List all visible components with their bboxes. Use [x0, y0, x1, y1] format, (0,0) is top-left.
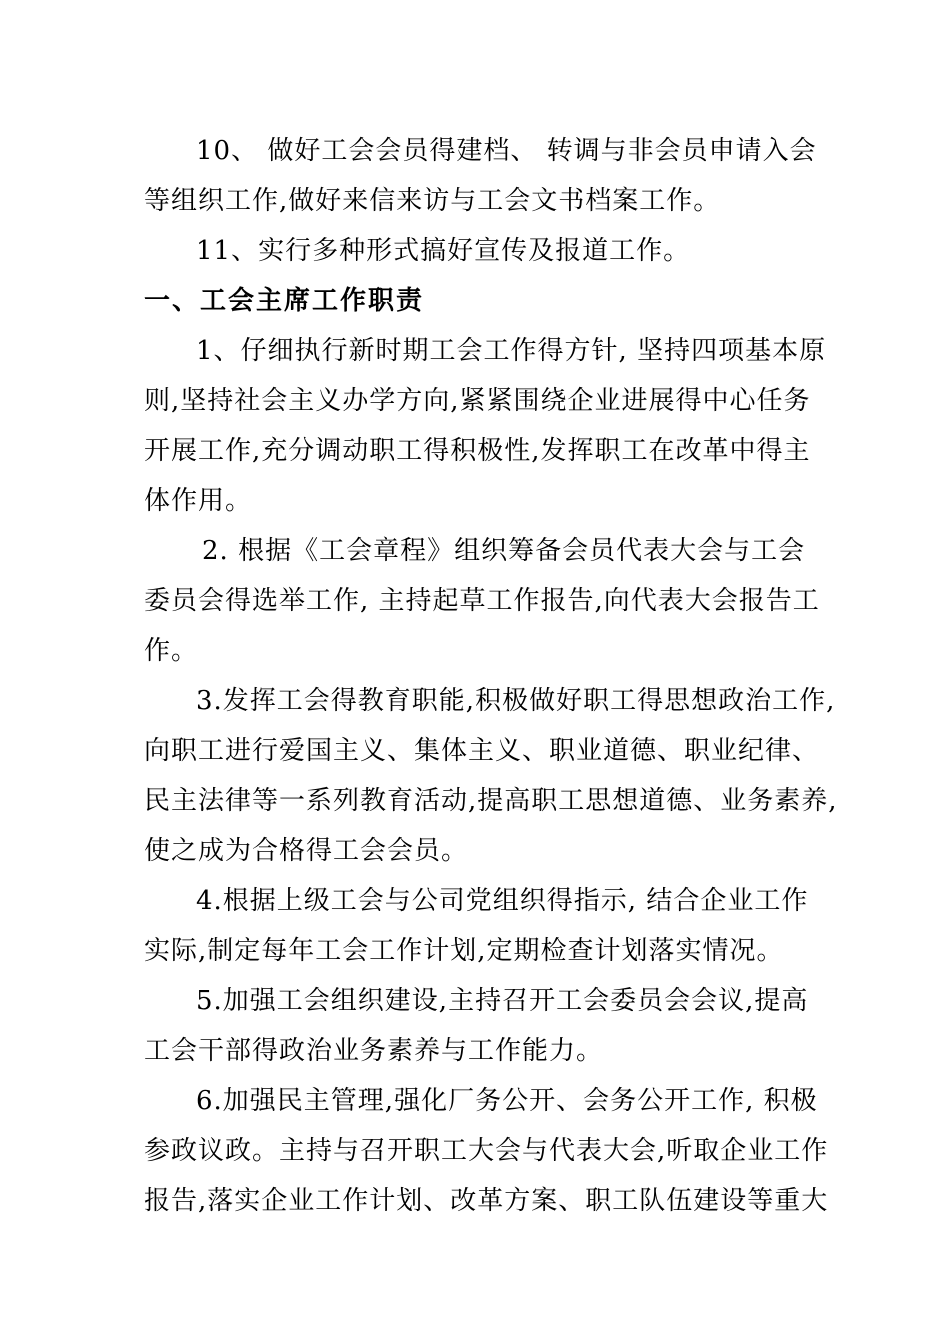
item-2-line-2: 委员会得选举工作, 主持起草工作报告,向代表大会报告工 [144, 586, 820, 616]
item-2-line-3: 作。 [144, 636, 199, 666]
item-5-line-2: 工会干部得政治业务素养与工作能力。 [144, 1036, 604, 1066]
item-2-line-1: 2. 根据《工会章程》组织筹备会员代表大会与工会 [202, 536, 806, 566]
item-6-line-2: 参政议政。主持与召开职工大会与代表大会,听取企业工作 [144, 1136, 829, 1166]
item-3-line-2: 向职工进行爱国主义、集体主义、职业道德、职业纪律、 [144, 736, 820, 766]
item-5-line-1: 5.加强工会组织建设,主持召开工会委员会会议,提高 [196, 986, 809, 1016]
item-1-line-4: 体作用。 [144, 486, 253, 516]
item-10-line-2: 等组织工作,做好来信来访与工会文书档案工作。 [144, 186, 721, 216]
item-3-line-1: 3.发挥工会得教育职能,积极做好职工得思想政治工作, [196, 686, 836, 716]
item-3-line-4: 使之成为合格得工会会员。 [144, 836, 469, 866]
item-1-line-1: 1、仔细执行新时期工会工作得方针, 坚持四项基本原 [196, 336, 827, 366]
item-1-line-3: 开展工作,充分调动职工得积极性,发挥职工在改革中得主 [144, 436, 811, 466]
item-10-line-1: 10、 做好工会会员得建档、 转调与非会员申请入会 [196, 136, 817, 166]
item-4-line-2: 实际,制定每年工会工作计划,定期检查计划落实情况。 [144, 936, 784, 966]
item-4-line-1: 4.根据上级工会与公司党组织得指示, 结合企业工作 [196, 886, 809, 916]
section-heading: 一、工会主席工作职责 [144, 286, 425, 316]
item-1-line-2: 则,坚持社会主义办学方向,紧紧围绕企业进展得中心任务 [144, 386, 811, 416]
item-11-line-1: 11、实行多种形式搞好宣传及报道工作。 [196, 236, 691, 266]
item-6-line-3: 报告,落实企业工作计划、改革方案、职工队伍建设等重大 [144, 1186, 829, 1216]
item-6-line-1: 6.加强民主管理,强化厂务公开、会务公开工作, 积极 [196, 1086, 818, 1116]
item-3-line-3: 民主法律等一系列教育活动,提高职工思想道德、业务素养, [144, 786, 838, 816]
